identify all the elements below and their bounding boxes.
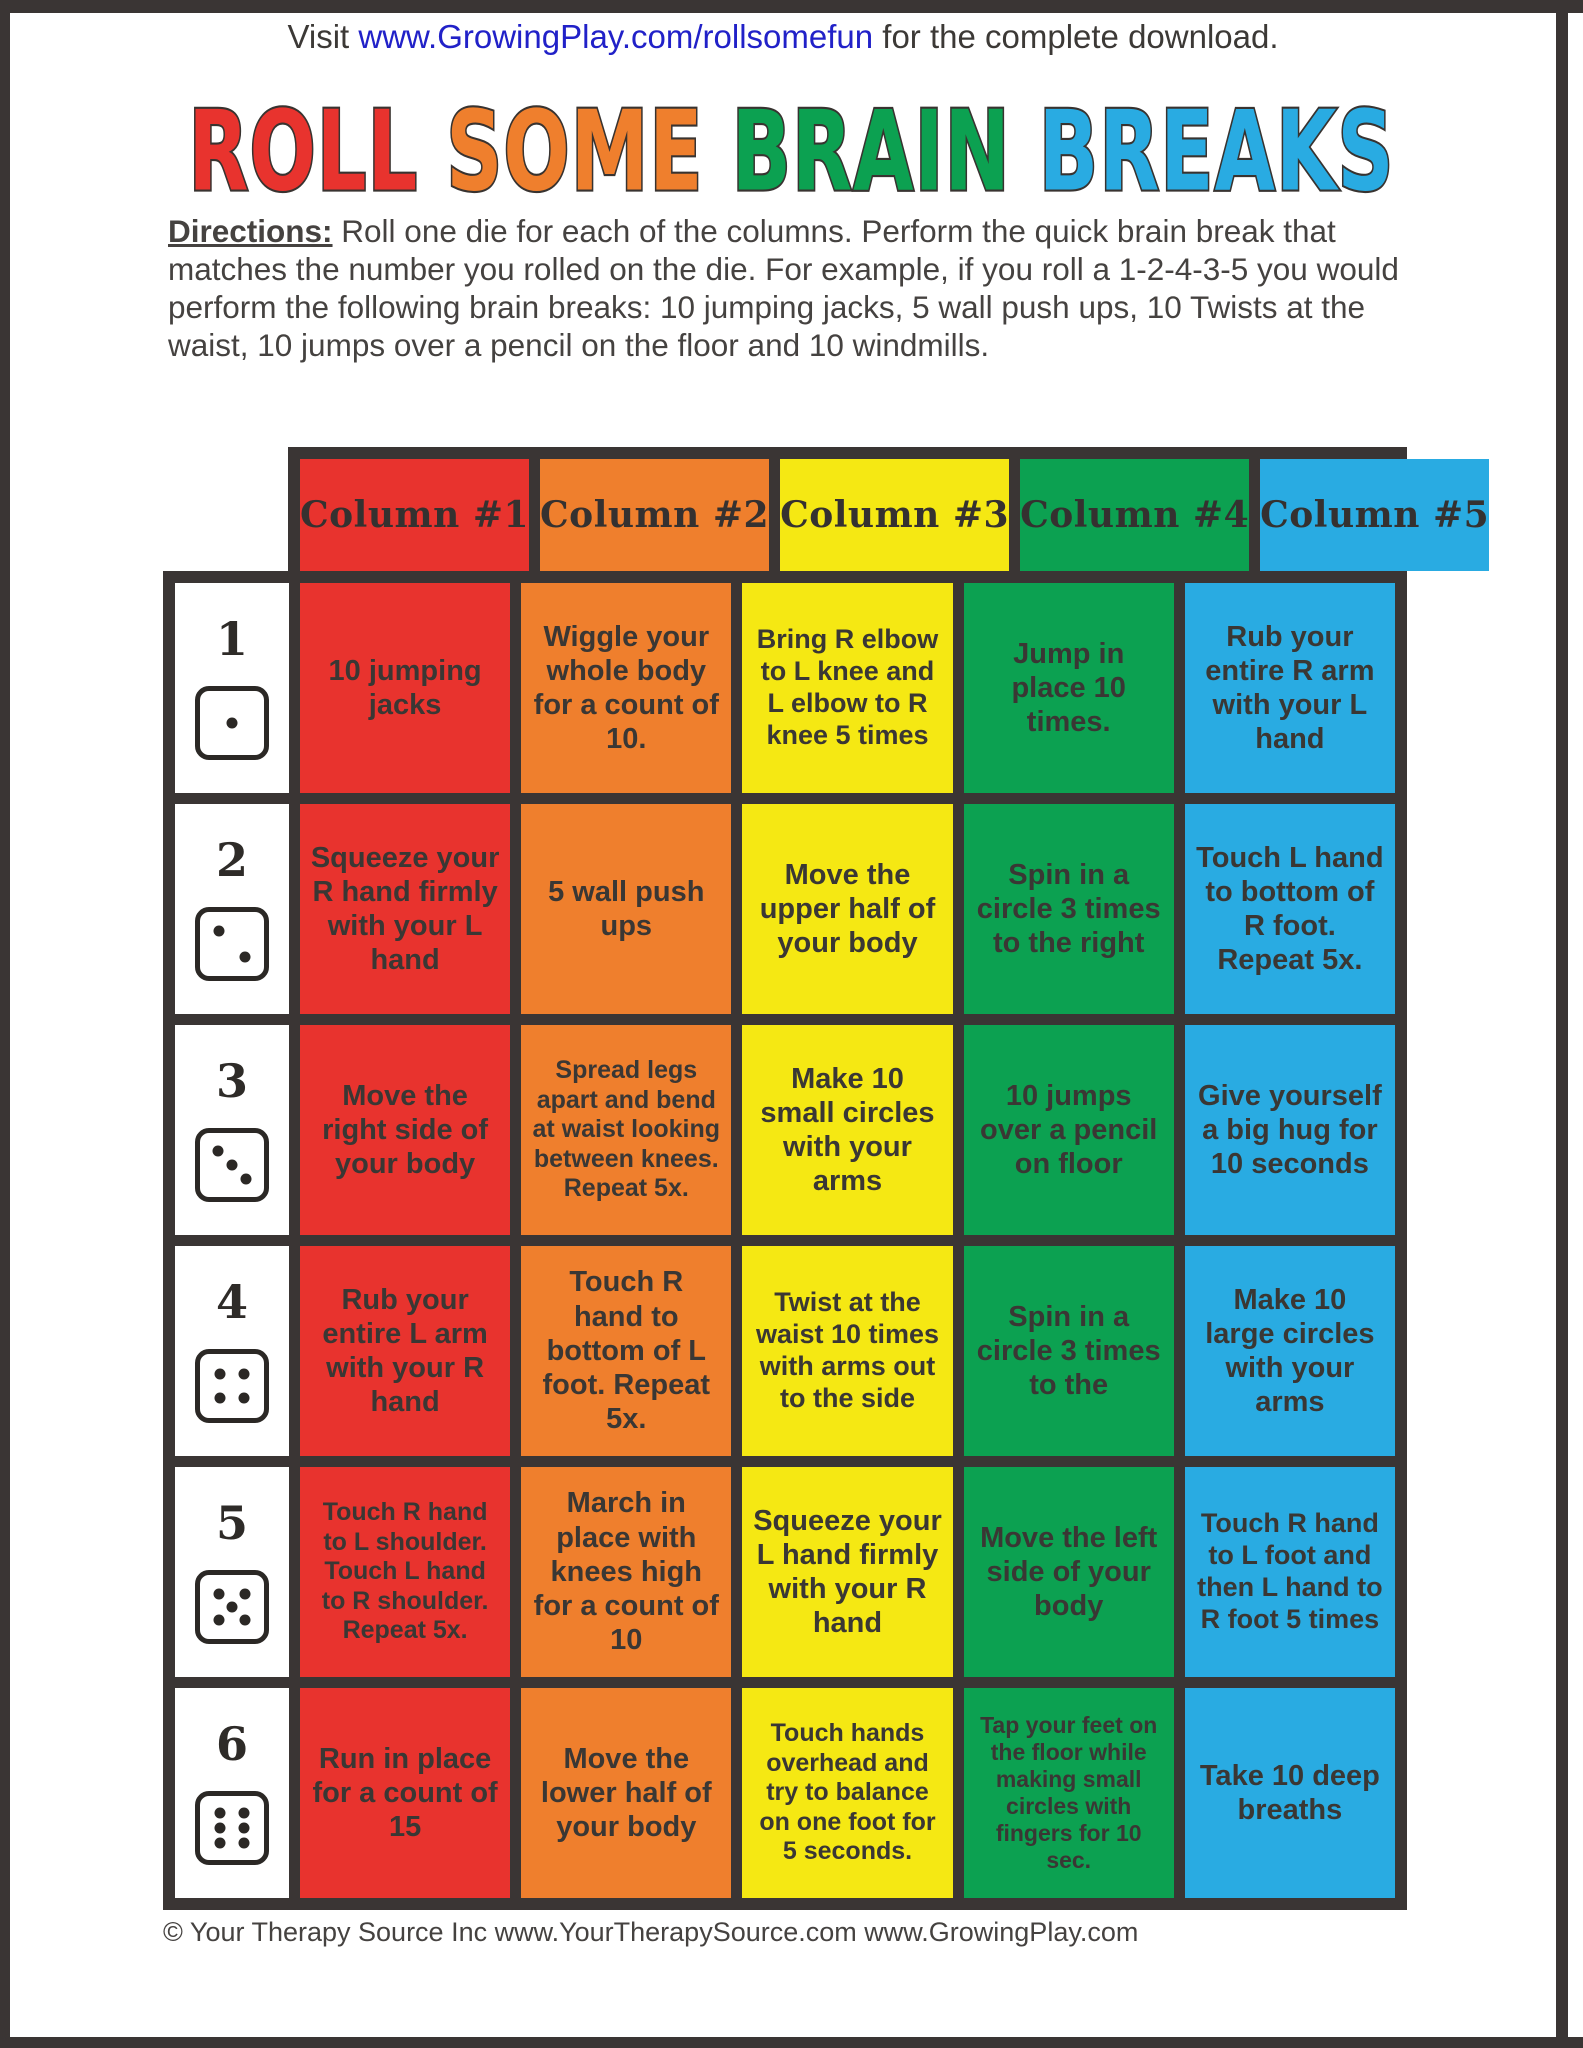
activity-cell-r1-c5: Rub your entire R arm with your L hand bbox=[1185, 583, 1395, 793]
visit-line-suffix: for the complete download. bbox=[873, 18, 1279, 55]
die-cell-6 bbox=[175, 1688, 289, 1898]
die-pip bbox=[214, 1589, 225, 1600]
die-pip bbox=[215, 1838, 226, 1849]
activity-cell-r1-c2: Wiggle your whole body for a count of 10. bbox=[521, 583, 731, 793]
title-word-roll: ROLL bbox=[188, 88, 419, 217]
die-pip bbox=[227, 1160, 238, 1171]
activity-cell-r5-c1: Touch R hand to L shoulder. Touch L hand to R shoulder. Repeat 5x. bbox=[300, 1467, 510, 1677]
die-pip bbox=[214, 1368, 225, 1379]
table-body bbox=[163, 571, 1407, 1910]
die-5-icon bbox=[195, 1570, 269, 1644]
activity-cell-r2-c2: 5 wall push ups bbox=[521, 804, 731, 1014]
die-pip bbox=[239, 951, 250, 962]
copyright-footer: © Your Therapy Source Inc www.YourTherapySource.com www.GrowingPlay.com bbox=[163, 1917, 1139, 1947]
visit-line-prefix: Visit bbox=[287, 18, 359, 55]
activity-cell-r5-c2: March in place with knees high for a count of 10 bbox=[521, 1467, 731, 1677]
activity-cell-r2-c1: Squeeze your R hand firmly with your L hand bbox=[300, 804, 510, 1014]
column-header-3: Column #3 bbox=[780, 459, 1009, 571]
directions-label: Directions: bbox=[168, 213, 333, 249]
activity-cell-r6-c1: Run in place for a count of 15 bbox=[300, 1688, 510, 1898]
activity-cell-r6-c5: Take 10 deep breaths bbox=[1185, 1688, 1395, 1898]
title-word-breaks: BREAKS bbox=[1038, 88, 1395, 217]
die-pip bbox=[214, 1393, 225, 1404]
die-cell-4 bbox=[175, 1246, 289, 1456]
activity-cell-r5-c5: Touch R hand to L foot and then L hand to R foot 5 times bbox=[1185, 1467, 1395, 1677]
die-pip bbox=[214, 1614, 225, 1625]
column-header-4: Column #4 bbox=[1020, 459, 1249, 571]
brain-breaks-table bbox=[163, 447, 1490, 1910]
die-pip bbox=[239, 1393, 250, 1404]
die-pip bbox=[227, 1602, 238, 1613]
activity-cell-r5-c3: Squeeze your L hand firmly with your R hand bbox=[742, 1467, 952, 1677]
activity-cell-r2-c5: Touch L hand to bottom of R foot. Repeat 5x. bbox=[1185, 804, 1395, 1014]
activity-cell-r2-c4: Spin in a circle 3 times to the right bbox=[964, 804, 1174, 1014]
directions-paragraph bbox=[168, 212, 1436, 364]
title-word-some: SOME bbox=[446, 88, 704, 217]
page-title bbox=[0, 88, 1583, 217]
die-number-3: 3 bbox=[215, 1054, 248, 1108]
die-cell-5 bbox=[175, 1467, 289, 1677]
die-1-icon bbox=[195, 686, 269, 760]
growingplay-link[interactable]: www.GrowingPlay.com/rollsomefun bbox=[358, 18, 874, 55]
die-number-4: 4 bbox=[215, 1275, 248, 1329]
activity-cell-r6-c2: Move the lower half of your body bbox=[521, 1688, 731, 1898]
die-number-2: 2 bbox=[215, 833, 248, 887]
column-header-1: Column #1 bbox=[300, 459, 529, 571]
activity-cell-r1-c3: Bring R elbow to L knee and L elbow to R knee 5 times bbox=[742, 583, 952, 793]
activity-cell-r3-c5: Give yourself a big hug for 10 seconds bbox=[1185, 1025, 1395, 1235]
column-header-5: Column #5 bbox=[1260, 459, 1489, 571]
page-frame-right bbox=[1556, 13, 1568, 2037]
die-pip bbox=[212, 1145, 223, 1156]
column-header-2: Column #2 bbox=[540, 459, 769, 571]
activity-cell-r3-c1: Move the right side of your body bbox=[300, 1025, 510, 1235]
die-6-icon bbox=[195, 1791, 269, 1865]
activity-cell-r3-c3: Make 10 small circles with your arms bbox=[742, 1025, 952, 1235]
die-pip bbox=[215, 1807, 226, 1818]
activity-cell-r3-c2: Spread legs apart and bend at waist looking between knees. Repeat 5x. bbox=[521, 1025, 731, 1235]
die-pip bbox=[227, 718, 238, 729]
die-pip bbox=[241, 1174, 252, 1185]
directions-body: Roll one die for each of the columns. Perform the quick brain break that matches the number you rolled on the die. For example, if you roll a 1-2-4-3-5 you would perform the following brain breaks: 10 jumping jacks, 5 wall push ups, 10 Twists at the waist, 10 jumps over a pencil on the floor and 10 windmills. bbox=[168, 213, 1399, 363]
die-cell-3 bbox=[175, 1025, 289, 1235]
die-2-icon bbox=[195, 907, 269, 981]
activity-cell-r4-c5: Make 10 large circles with your arms bbox=[1185, 1246, 1395, 1456]
page-frame-left bbox=[0, 13, 10, 2037]
die-number-1: 1 bbox=[215, 612, 248, 666]
activity-cell-r6-c3: Touch hands overhead and try to balance on one foot for 5 seconds. bbox=[742, 1688, 952, 1898]
die-pip bbox=[215, 1823, 226, 1834]
activity-cell-r5-c4: Move the left side of your body bbox=[964, 1467, 1174, 1677]
die-pip bbox=[239, 1589, 250, 1600]
page-frame-top bbox=[0, 0, 1583, 13]
activity-cell-r4-c3: Twist at the waist 10 times with arms out to the side bbox=[742, 1246, 952, 1456]
activity-cell-r4-c1: Rub your entire L arm with your R hand bbox=[300, 1246, 510, 1456]
activity-cell-r4-c4: Spin in a circle 3 times to the bbox=[964, 1246, 1174, 1456]
die-4-icon bbox=[195, 1349, 269, 1423]
die-pip bbox=[238, 1807, 249, 1818]
activity-cell-r4-c2: Touch R hand to bottom of L foot. Repeat 5x. bbox=[521, 1246, 731, 1456]
table-header-row bbox=[288, 447, 1490, 571]
die-3-icon bbox=[195, 1128, 269, 1202]
die-pip bbox=[238, 1838, 249, 1849]
activity-cell-r6-c4: Tap your feet on the floor while making small circles with fingers for 10 sec. bbox=[964, 1688, 1174, 1898]
die-pip bbox=[214, 926, 225, 937]
die-number-5: 5 bbox=[215, 1496, 248, 1550]
die-pip bbox=[238, 1823, 249, 1834]
activity-cell-r3-c4: 10 jumps over a pencil on floor bbox=[964, 1025, 1174, 1235]
die-cell-2 bbox=[175, 804, 289, 1014]
page-frame-bottom bbox=[0, 2037, 1583, 2048]
activity-cell-r2-c3: Move the upper half of your body bbox=[742, 804, 952, 1014]
die-pip bbox=[239, 1614, 250, 1625]
title-word-brain: BRAIN bbox=[731, 88, 1011, 217]
activity-cell-r1-c1: 10 jumping jacks bbox=[300, 583, 510, 793]
die-pip bbox=[239, 1368, 250, 1379]
die-number-6: 6 bbox=[215, 1717, 248, 1771]
visit-line bbox=[10, 18, 1556, 56]
die-cell-1 bbox=[175, 583, 289, 793]
activity-cell-r1-c4: Jump in place 10 times. bbox=[964, 583, 1174, 793]
